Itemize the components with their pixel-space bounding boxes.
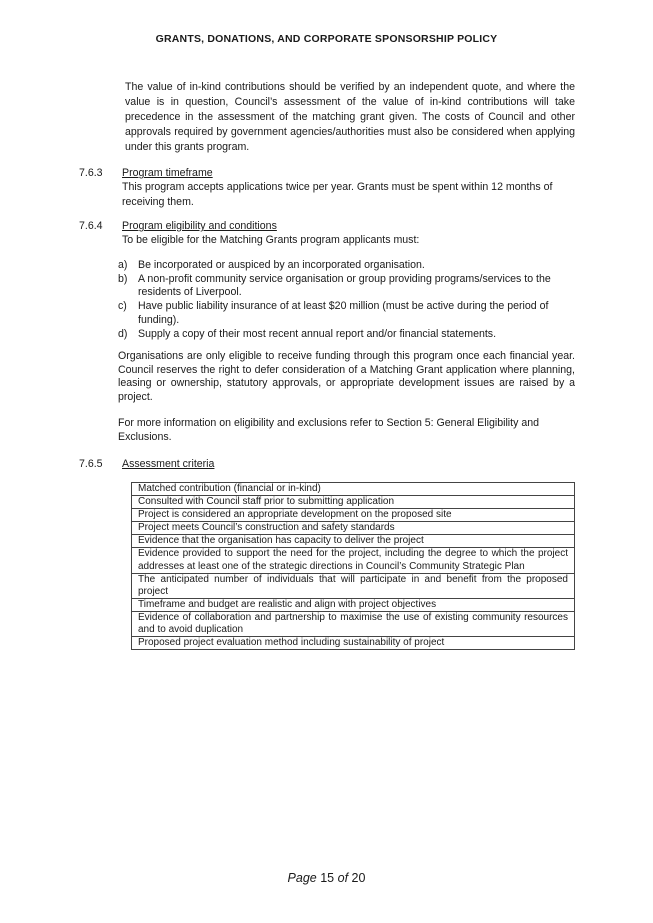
page-label: Page <box>287 871 317 885</box>
section-heading-program-timeframe: Program timeframe <box>122 167 213 179</box>
criteria-cell: Consulted with Council staff prior to submitting application <box>132 496 575 509</box>
table-row <box>132 535 575 548</box>
table-row <box>132 522 575 535</box>
list-item: a) Be incorporated or auspiced by an incorporated organisation. <box>118 259 425 271</box>
criteria-cell: Proposed project evaluation method including sustainability of project <box>132 637 575 650</box>
section-number-7-6-3: 7.6.3 <box>79 167 103 179</box>
criteria-cell: Evidence that the organisation has capacity to deliver the project <box>132 535 575 548</box>
criteria-cell: Evidence of collaboration and partnership to maximise the use of existing community resources and to avoid duplication <box>132 611 575 636</box>
table-row <box>132 598 575 611</box>
eligibility-intro: To be eligible for the Matching Grants program applicants must: <box>122 234 420 246</box>
intro-paragraph: The value of in-kind contributions should be verified by an independent quote, and where the value is in question, Council’s assessment of the value of in-kind contributions will take precedence in the assessment of the matching grant given. The costs of Council and other approvals required by government agencies/authorities must also be considered when applying under this grants program. <box>125 81 575 153</box>
list-item: c) Have public liability insurance of at least $20 million (must be active during the period of funding). <box>118 300 549 326</box>
table-row <box>132 637 575 650</box>
eligibility-paragraph: Organisations are only eligible to receive funding through this program once each financial year. Council reserves the right to defer consideration of a Matching Grant application where planning, leasing or ownership, statutory approvals, or appropriate development issues are raised by a project. <box>118 350 575 403</box>
page-number: 15 <box>320 871 335 885</box>
table-row <box>132 483 575 496</box>
of-label: of <box>337 871 349 885</box>
table-row <box>132 573 575 598</box>
table-row <box>132 548 575 573</box>
criteria-cell: Matched contribution (financial or in-kind) <box>132 483 575 496</box>
section-heading-eligibility: Program eligibility and conditions <box>122 220 277 232</box>
criteria-cell: Timeframe and budget are realistic and align with project objectives <box>132 598 575 611</box>
list-item: b) A non-profit community service organisation or group providing programs/services to the residents of Liverpool. <box>118 272 551 299</box>
page-total: 20 <box>351 871 366 885</box>
eligibility-reference-paragraph: For more information on eligibility and exclusions refer to Section 5: General Eligibility and Exclusions. <box>118 417 540 443</box>
criteria-cell: The anticipated number of individuals that will participate in and benefit from the proposed project <box>132 573 575 598</box>
page-footer <box>0 871 653 885</box>
criteria-cell: Project meets Council’s construction and safety standards <box>132 522 575 535</box>
criteria-cell: Evidence provided to support the need for the project, including the degree to which the project addresses at least one of the strategic directions in Council’s Community Strategic Plan <box>132 548 575 573</box>
table-row <box>132 496 575 509</box>
program-timeframe-text: This program accepts applications twice per year. Grants must be spent within 12 months of receiving them. <box>122 181 553 208</box>
eligibility-list <box>118 259 576 342</box>
assessment-criteria-table <box>131 482 575 650</box>
section-number-7-6-4: 7.6.4 <box>79 220 103 232</box>
section-number-7-6-5: 7.6.5 <box>79 458 103 470</box>
section-heading-assessment-criteria: Assessment criteria <box>122 458 215 470</box>
criteria-cell: Project is considered an appropriate development on the proposed site <box>132 509 575 522</box>
list-item: d) Supply a copy of their most recent annual report and/or financial statements. <box>118 327 497 340</box>
table-row <box>132 509 575 522</box>
table-row <box>132 611 575 636</box>
document-header: GRANTS, DONATIONS, AND CORPORATE SPONSORSHIP POLICY <box>155 33 498 45</box>
